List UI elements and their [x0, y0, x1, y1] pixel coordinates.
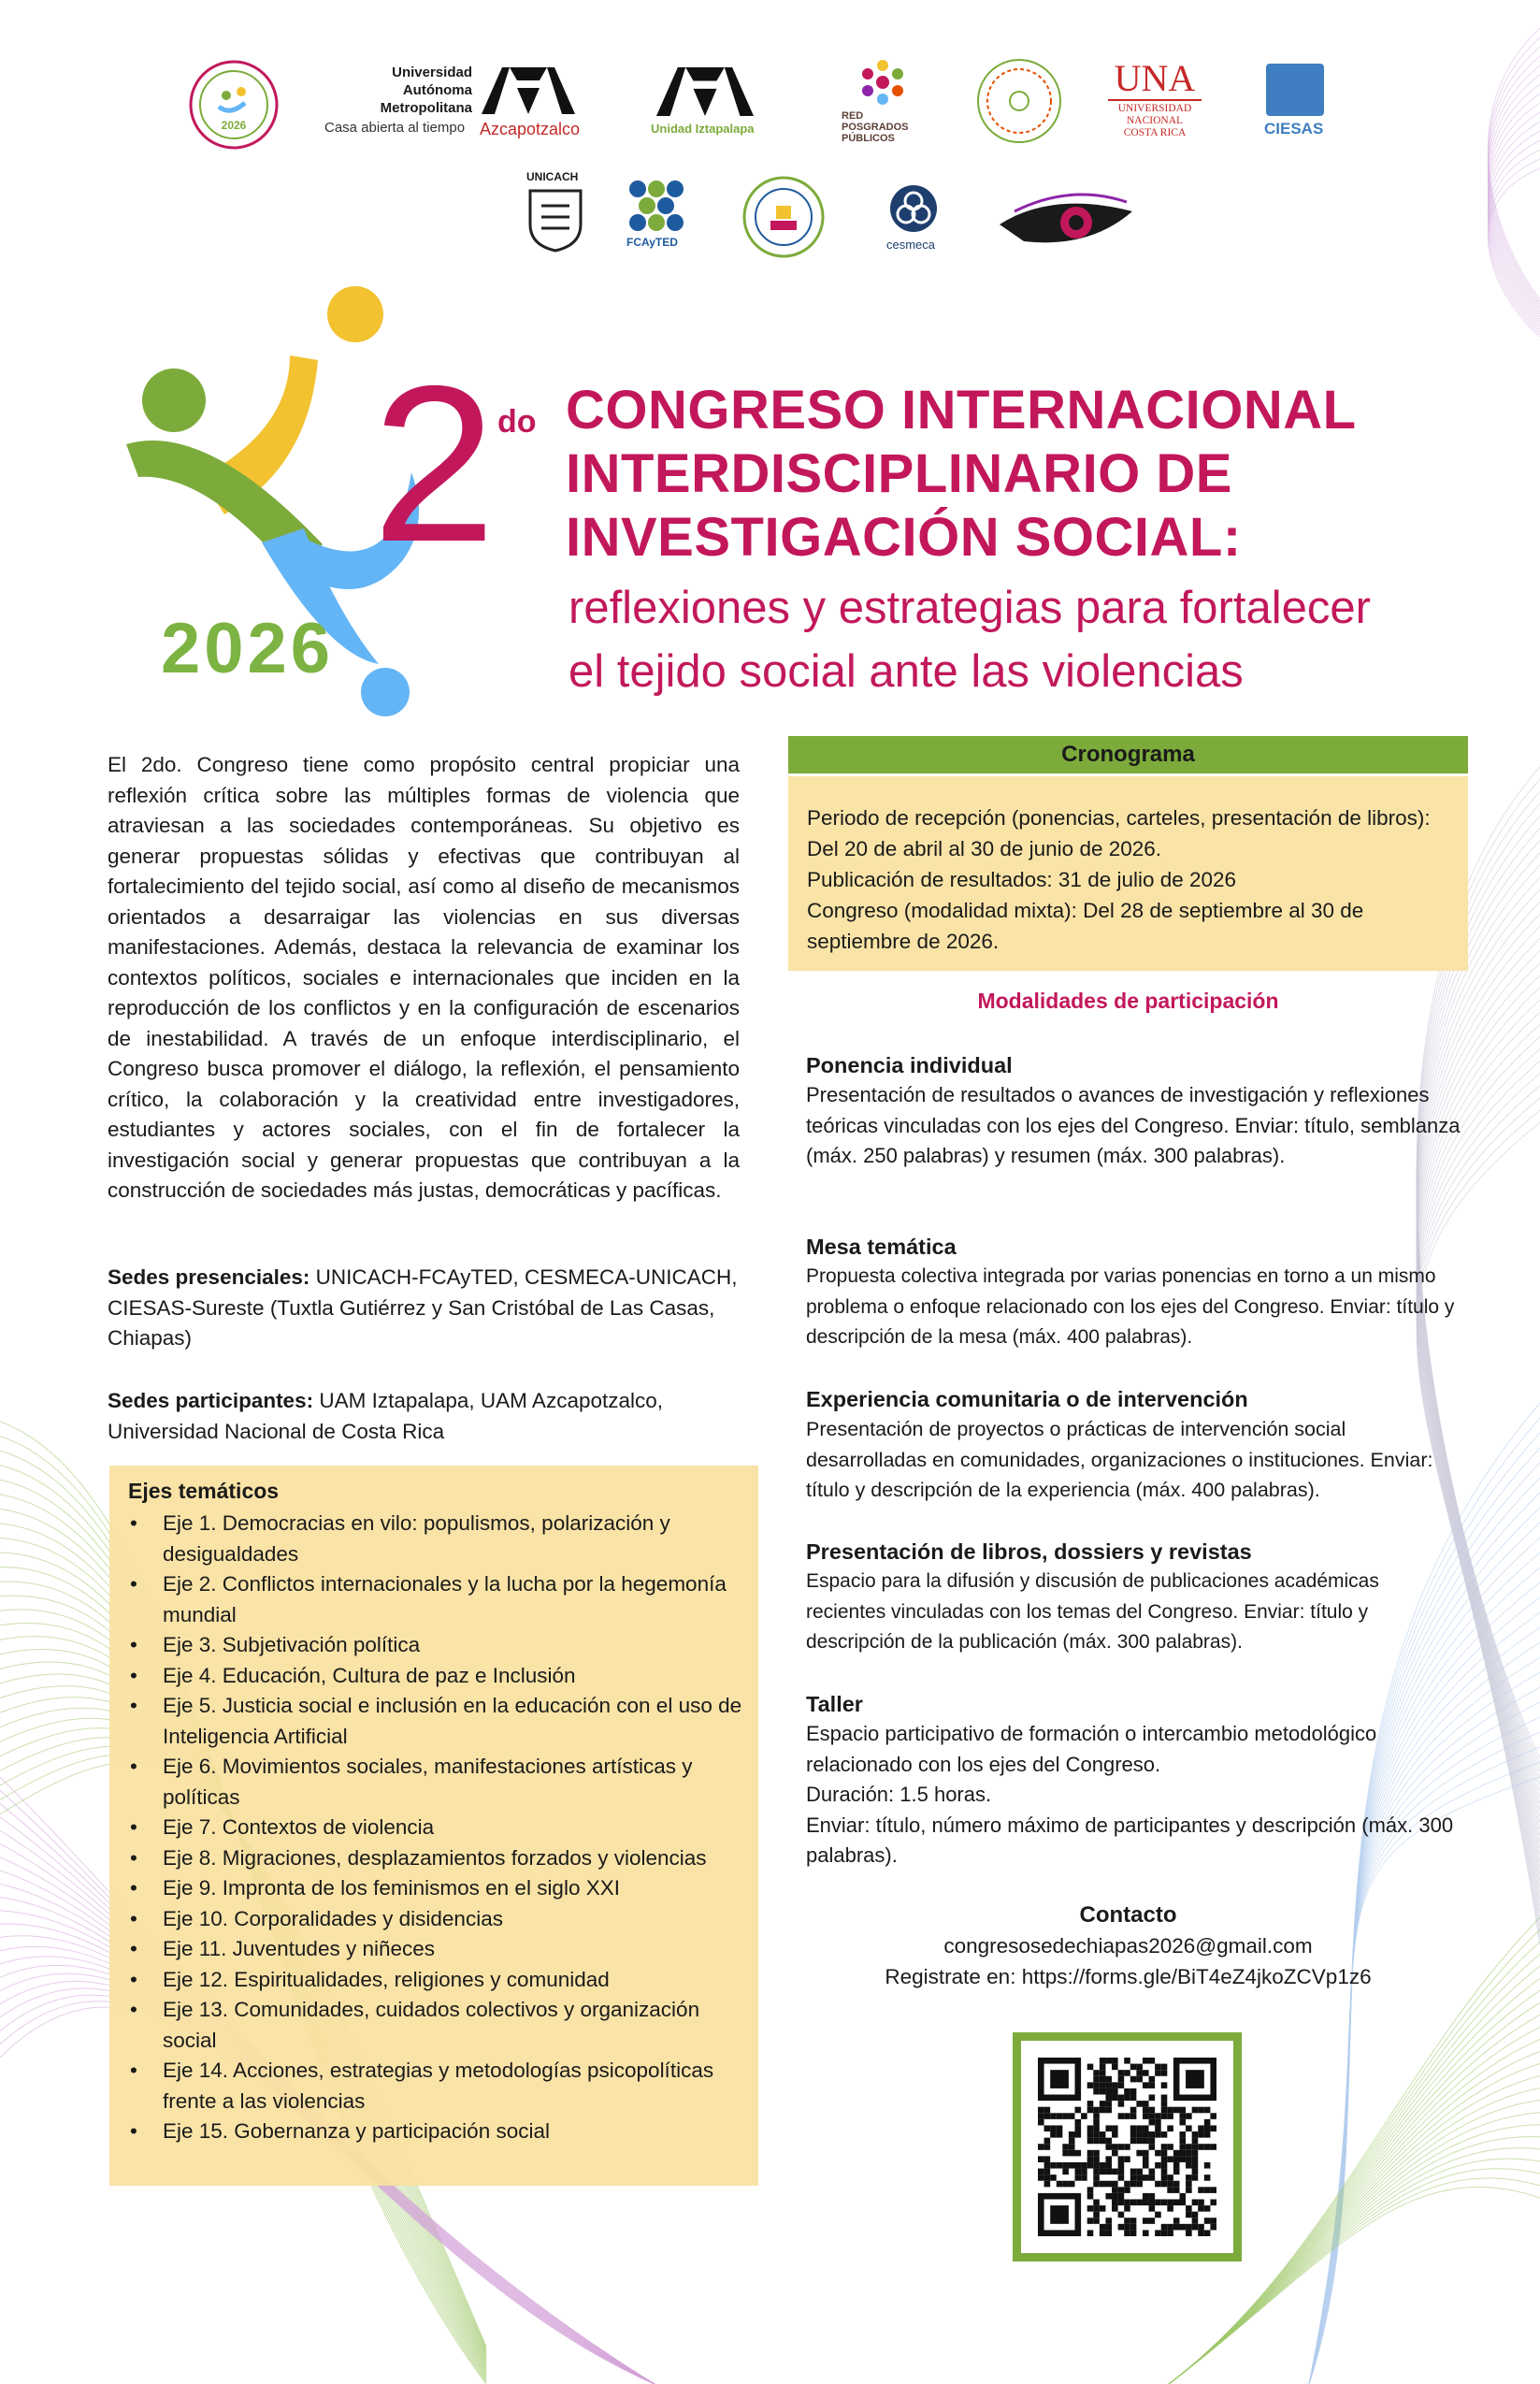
subtitle-line: el tejido social ante las violencias [569, 646, 1244, 697]
ejes-tematicos-box [109, 1466, 758, 2186]
uam-azcapotzalco-logo [323, 64, 594, 148]
modalidad-taller [806, 1689, 1461, 1871]
modalidades-title: Modalidades de participación [977, 989, 1279, 1013]
unicach-label: UNICACH [526, 170, 579, 183]
hexagon-cluster-icon [626, 178, 686, 232]
publicos-label: PÚBLICOS [842, 133, 895, 144]
eje-item: • Eje 5. Justicia social e inclusión en la educación con el uso de Inteligencia Artificial [128, 1691, 745, 1752]
registration-qr-code[interactable] [1013, 2032, 1242, 2261]
unicach-logo [519, 170, 594, 254]
eje-item: • Eje 7. Contextos de violencia [128, 1813, 745, 1843]
uam-iztapalapa-logo [647, 67, 764, 142]
eje-item: • Eje 1. Democracias en vilo: populismos, polarización y desigualdades [128, 1509, 745, 1569]
cesmeca-label: cesmeca [886, 238, 936, 252]
decorative-line [1488, 28, 1540, 299]
modalidad-libros [806, 1537, 1461, 1658]
sedes-participantes-label: Sedes participantes: [108, 1389, 314, 1412]
flower-emblem-icon [855, 54, 911, 110]
cronograma-box [788, 776, 1468, 971]
uam-azcapotzalco-label: Azcapotzalco [480, 120, 581, 138]
congress-subtitle [569, 576, 1371, 703]
contacto-section [788, 1900, 1468, 1992]
modalidad-ponencia [806, 1050, 1461, 1172]
congress-seal-logo [187, 58, 281, 152]
modalidad-text: Espacio participativo de formación o intercambio metodológico relacionado con los ejes del Congreso. [806, 1722, 1377, 1776]
fcayted-logo [625, 178, 690, 256]
modalidad-title: Presentación de libros, dossiers y revistas [806, 1539, 1252, 1564]
modalidad-title: Taller [806, 1692, 863, 1716]
subtitle-line: reflexiones y estrategias para fortalecer [569, 583, 1371, 633]
eje-item: • Eje 11. Juventudes y niñeces [128, 1934, 745, 1965]
una-mark: UNA [1114, 57, 1196, 99]
sedes-participantes [108, 1386, 740, 1447]
cronograma-line: Congreso (modalidad mixta): Del 28 de septiembre al 30 de septiembre de 2026. [807, 899, 1364, 953]
eje-item: • Eje 2. Conflictos internacionales y la lucha por la hegemonía mundial [128, 1569, 745, 1630]
modalidad-mesa [806, 1232, 1461, 1353]
modalidad-text: Propuesta colectiva integrada por varias ponencias en torno a un mismo problema o enfoque relacionado con los ejes del Congreso. Enviar: título y descripción de la mesa (máx. 400 palabras). [806, 1265, 1455, 1348]
modalidad-text: Espacio para la difusión y discusión de publicaciones académicas recientes vinculadas con los temas del Congreso. Enviar: título y descripción de la publicación (máx. 300 palabras). [806, 1570, 1379, 1653]
congress-title [566, 379, 1357, 570]
una-line: NACIONAL [1126, 115, 1184, 126]
sociology-department-logo [972, 54, 1066, 148]
congress-year: 2026 [161, 609, 335, 688]
uam-name-line: Universidad [392, 65, 472, 80]
ciesas-label: CIESAS [1264, 120, 1324, 137]
uam-emblem-icon [651, 67, 759, 116]
posgrados-label: POSGRADOS [842, 122, 909, 133]
modalidad-text: Duración: 1.5 horas. [806, 1783, 992, 1806]
red-label: RED [842, 110, 864, 122]
ejes-list [128, 1509, 745, 2147]
title-line: CONGRESO INTERNACIONAL [566, 380, 1357, 441]
eje-item: • Eje 6. Movimientos sociales, manifestaciones artísticas y políticas [128, 1752, 745, 1813]
ciesas-logo [1262, 64, 1328, 142]
uam-iztapalapa-label: Unidad Iztapalapa [651, 122, 755, 136]
sedes-presenciales-text: UNICACH-FCAyTED, CESMECA-UNICACH, CIESAS-Sureste (Tuxtla Gutiérrez y San Cristóbal de Las Casas, Chiapas) [108, 1265, 738, 1350]
uam-name-line: Autónoma [402, 82, 472, 98]
svg-text:2026: 2026 [221, 119, 247, 132]
uam-emblem-icon [482, 67, 575, 114]
ciesas-emblem-icon [1266, 64, 1324, 116]
eje-item: • Eje 13. Comunidades, cuidados colectivos y organización social [128, 1995, 745, 2056]
decorative-line [1488, 65, 1540, 310]
fcayted-label: FCAyTED [626, 236, 678, 249]
eje-item: • Eje 14. Acciones, estrategias y metodologías psicopolíticas frente a las violencias [128, 2056, 745, 2117]
eje-item: • Eje 3. Subjetivación política [128, 1630, 745, 1661]
feminist-observatory-logo [996, 183, 1136, 258]
registration-link[interactable]: Registrate en: https://forms.gle/BiT4eZ4jkoZCVp1z6 [885, 1965, 1372, 1988]
eje-item: • Eje 10. Corporalidades y disidencias [128, 1904, 745, 1935]
modalidad-text: Presentación de proyectos o prácticas de intervención social desarrolladas en comunidades, organizaciones o instituciones. Enviar: título y descripción de la experiencia (máx. 400 palabras). [806, 1418, 1433, 1501]
shield-icon [526, 187, 584, 253]
cronograma-title: Cronograma [788, 736, 1468, 773]
modalidad-title: Experiencia comunitaria o de intervención [806, 1387, 1248, 1411]
qr-code-icon [1038, 2058, 1216, 2236]
uam-tagline: Casa abierta al tiempo [324, 120, 466, 136]
title-line: INVESTIGACIÓN SOCIAL: [566, 507, 1242, 568]
modalidad-title: Mesa temática [806, 1235, 957, 1259]
title-line: INTERDISCIPLINARIO DE [566, 443, 1232, 504]
una-line: UNIVERSIDAD [1117, 103, 1192, 114]
una-line: COSTA RICA [1123, 127, 1187, 138]
eje-item: • Eje 4. Educación, Cultura de paz e Inclusión [128, 1661, 745, 1692]
cesmeca-logo [879, 183, 954, 258]
modalidad-text: Presentación de resultados o avances de investigación y reflexiones teóricas vinculadas con los ejes del Congreso. Enviar: título, semblanza (máx. 250 palabras) y resumen (máx. 300 palabras). [806, 1083, 1461, 1167]
red-posgrados-logo [842, 54, 926, 148]
cronograma-line: Publicación de resultados: 31 de julio de 2026 [807, 868, 1237, 891]
cronograma-line: Periodo de recepción (ponencias, carteles, presentación de libros): Del 20 de abril al 30 de junio de 2026. [807, 806, 1431, 860]
contacto-title: Contacto [1079, 1902, 1177, 1928]
eje-item: • Eje 15. Gobernanza y participación social [128, 2117, 745, 2147]
contact-email-link[interactable]: congresosedechiapas2026@gmail.com [943, 1934, 1313, 1958]
eje-item: • Eje 8. Migraciones, desplazamientos forzados y violencias [128, 1843, 745, 1874]
ordinal-suffix: do [497, 404, 537, 440]
ordinal-number: 2 [372, 340, 497, 588]
ejes-title: Ejes temáticos [128, 1479, 280, 1503]
uam-name-line: Metropolitana [380, 100, 472, 116]
faculty-seal-logo [739, 172, 828, 262]
modalidad-text: Enviar: título, número máximo de participantes y descripción (máx. 300 palabras). [806, 1813, 1454, 1867]
sedes-participantes-text: UAM Iztapalapa, UAM Azcapotzalco, Universidad Nacional de Costa Rica [108, 1389, 664, 1443]
sedes-presenciales [108, 1263, 740, 1354]
eje-item: • Eje 12. Espiritualidades, religiones y comunidad [128, 1965, 745, 1996]
sedes-presenciales-label: Sedes presenciales: [108, 1265, 310, 1289]
modalidad-experiencia [806, 1384, 1461, 1506]
modalidad-title: Ponencia individual [806, 1053, 1013, 1077]
eje-item: • Eje 9. Impronta de los feminismos en el siglo XXI [128, 1873, 745, 1904]
knot-emblem-icon [888, 183, 939, 234]
intro-paragraph: El 2do. Congreso tiene como propósito central propiciar una reflexión crítica sobre las múltiples formas de violencia que atraviesan a las sociedades contemporáneas. Su objetivo es generar propuestas sólidas y efectivas que contribuyan al fortalecimiento del tejido social, así como al diseño de mecanismos orientados a desarraigar las violencias en sus diversas manifestaciones. Además, destaca la relevancia de examinar los contextos políticos, sociales e internacionales que inciden en la reproducción de los conflictos y en la configuración de escenarios de inestabilidad. A través de un enfoque interdisciplinario, el Congreso busca promover el diálogo, la reflexión, el pensamiento crítico, la colaboración y la creatividad entre investigadores, estudiantes y actores sociales, con el fin de fortalecer la investigación social y generar propuestas que contribuyan a la construcción de sociedades más justas, democráticas y pacíficas. [108, 753, 740, 1202]
una-costa-rica-logo [1108, 58, 1202, 148]
